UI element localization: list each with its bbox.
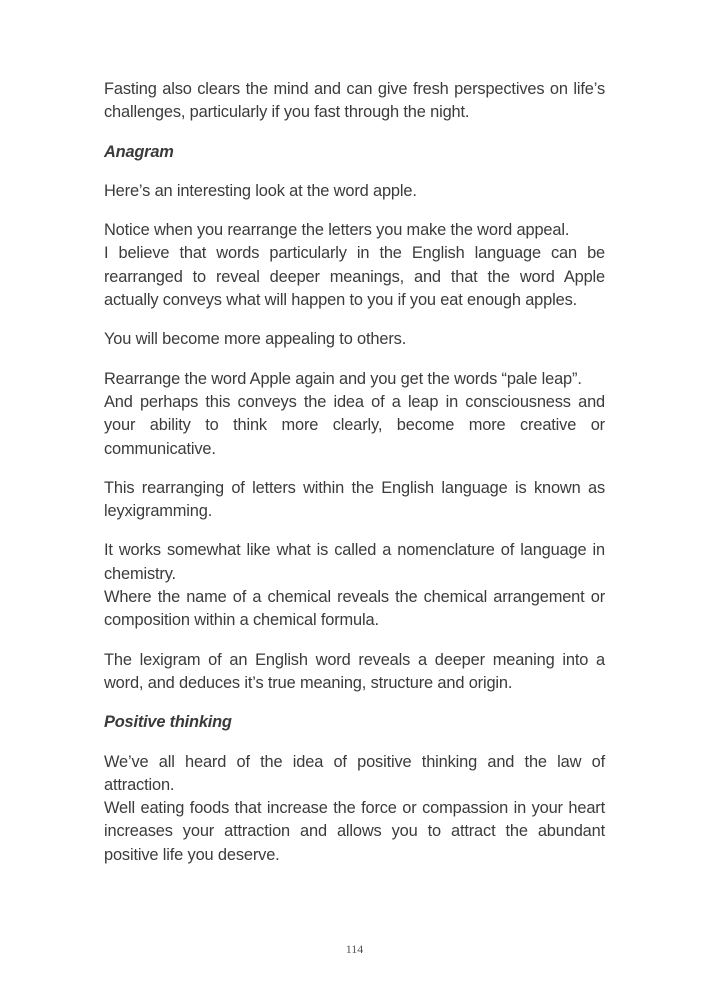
text-line: Here’s an interesting look at the word apple. bbox=[104, 181, 417, 200]
text-line: Notice when you rearrange the letters you make the word appeal. bbox=[104, 221, 570, 240]
paragraph-lexigram bbox=[104, 649, 605, 696]
page-number: 114 bbox=[345, 942, 364, 956]
text-line: You will become more appealing to others. bbox=[104, 330, 407, 349]
text-line: We’ve all heard of the idea of positive thinking and the law of attraction. bbox=[104, 752, 605, 794]
text-line: And perhaps this conveys the idea of a leap in consciousness and your ability to think more clearly, become more creative or communicative. bbox=[104, 392, 605, 458]
paragraph-appealing bbox=[104, 328, 605, 351]
paragraph-fasting bbox=[104, 78, 605, 125]
paragraph-pale-leap bbox=[104, 368, 605, 461]
text-line: Fasting also clears the mind and can give fresh perspectives on life’s challenges, particularly if you fast through the night. bbox=[104, 80, 605, 122]
text-line: This rearranging of letters within the English language is known as leyxigramming. bbox=[104, 478, 605, 521]
paragraph-apple-intro bbox=[104, 180, 605, 203]
text-line: I believe that words particularly in the English language can be rearranged to reveal deeper meanings, and that the word Apple actually conveys what will happen to you if you eat enough apples. bbox=[104, 244, 605, 310]
paragraph-nomenclature bbox=[104, 539, 605, 632]
paragraph-appeal bbox=[104, 219, 605, 312]
section-heading-positive-thinking: Positive thinking bbox=[104, 713, 232, 732]
paragraph-attraction bbox=[104, 751, 605, 867]
text-line: The lexigram of an English word reveals a deeper meaning into a word, and deduces it’s true meaning, structure and origin. bbox=[104, 650, 605, 692]
page-content bbox=[104, 78, 605, 883]
section-heading-anagram: Anagram bbox=[104, 142, 174, 161]
text-line: It works somewhat like what is called a nomenclature of language in chemistry. bbox=[104, 541, 605, 583]
paragraph-leyxigramming bbox=[104, 477, 605, 524]
text-line: Well eating foods that increase the force or compassion in your heart increases your attraction and allows you to attract the abundant positive life you deserve. bbox=[104, 799, 605, 864]
text-line: Rearrange the word Apple again and you get the words “pale leap”. bbox=[104, 369, 582, 388]
text-line: Where the name of a chemical reveals the chemical arrangement or composition within a chemical formula. bbox=[104, 588, 605, 630]
